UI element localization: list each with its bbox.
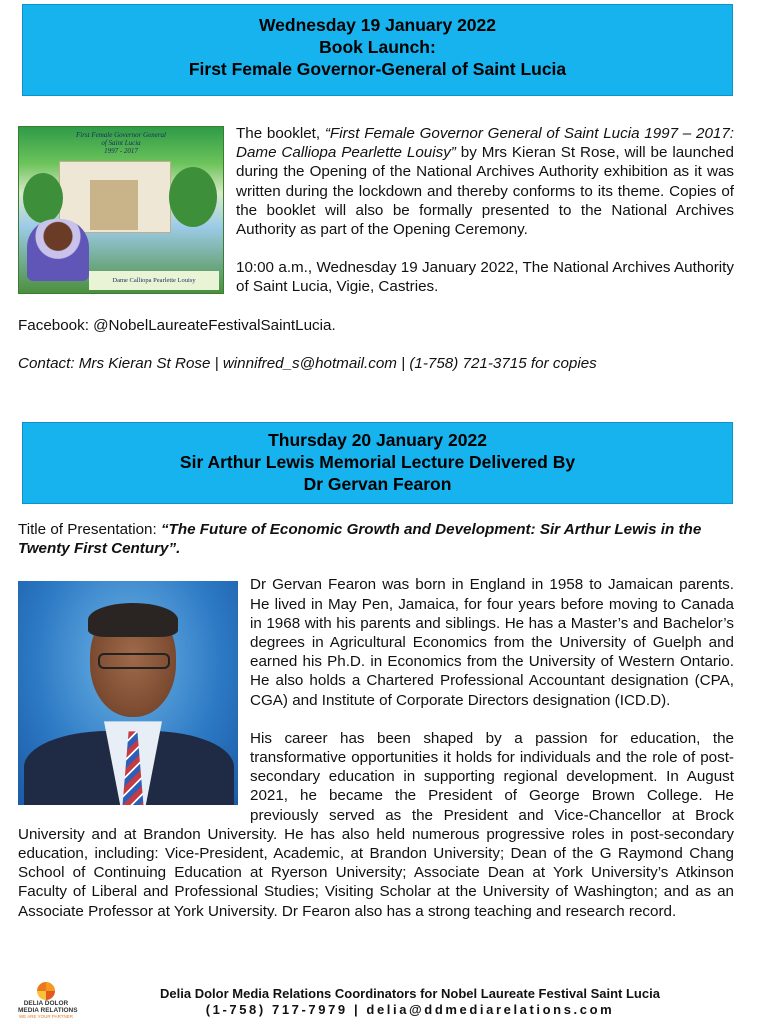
speaker-bio-1: Dr Gervan Fearon was born in England in 1958 to Jamaican parents. He lived in May Pen, Jamaica, for four years before moving to Canada in 1968 with his parents and siblings. He has a Master’s and Bachelor’s degrees in Agricultural Economics from the University of Guelph and earned his Ph.D. in Economics from the University of Western Ontario. He also holds a Chartered Professional Accountant designation (CPA, CGA) and Institute of Corporate Directors designation (ICD.D). — [250, 576, 734, 709]
intro-rest: by Mrs Kieran St Rose, will be launched during the Opening of the National Archives Authority exhibition as it was written during the lockdown and thereby conforms to its theme. Copies of the booklet will also be formally presented to the National Archives Authority as part of the Opening Ceremony. — [236, 144, 735, 239]
portrait-glasses — [98, 653, 170, 669]
footer-contact: (1-758) 717-7979 | delia@ddmediarelations.com — [205, 1002, 615, 1017]
logo-sub: WE ARE YOUR PARTNER — [18, 1014, 73, 1019]
event1-when-where: 10:00 a.m., Wednesday 19 January 2022, The National Archives Authority of Saint Lucia, Vigie, Castries. — [236, 259, 734, 296]
event2-type: Sir Arthur Lewis Memorial Lecture Delivered By — [179, 452, 576, 472]
intro-lead: The booklet, — [236, 125, 325, 142]
logo-line2: MEDIA RELATIONS — [18, 1007, 78, 1014]
speaker-bio-2: His career has been shaped by a passion for education, the transformative opportunities it holds for individuals and the role of post-secondary education in supporting regional development. In August 2021, he became the President of George Brown College. He previously served as the President and Vice-Chancellor at Brock University and at Brandon University. He has also held numerous progressive roles in post-secondary education, including: Vice-President, Academic, at Brandon University; Dean of the G Raymond Chang School of Continuing Education at Ryerson University; Associate Dean at York University’s Atkinson Faculty of Liberal and Professional Studies; Visiting Scholar at the University of Washington; and as an Associate Professor at York University. Dr Fearon also has a strong teaching and research record. — [18, 729, 734, 920]
presentation-title — [18, 520, 734, 558]
footer — [0, 980, 775, 1024]
event1-contact — [18, 354, 734, 373]
event1-facebook: Facebook: @NobelLaureateFestivalSaintLucia. — [18, 316, 336, 334]
booklet-title: “First Female Governor General of Saint Lucia 1997 – 2017: Dame Calliopa Pearlette Louisy” — [236, 125, 734, 162]
event2-section — [18, 520, 734, 921]
footer-organization: Delia Dolor Media Relations Coordinators for Nobel Laureate Festival Saint Lucia — [160, 986, 660, 1001]
cover-title-line3: 1997 - 2017 — [104, 147, 138, 155]
cover-title — [19, 131, 223, 155]
logo-mark-icon — [37, 982, 55, 1000]
cover-title-line1: First Female Governor General — [75, 131, 166, 139]
event2-speaker: Dr Gervan Fearon — [303, 474, 452, 494]
logo-line1: DELIA DOLOR — [23, 1000, 69, 1007]
event2-date: Thursday 20 January 2022 — [268, 430, 487, 450]
cover-building-illustration — [59, 161, 171, 233]
cover-tree-illustration — [169, 167, 217, 227]
event1-section — [18, 124, 734, 373]
contact-text: Contact: Mrs Kieran St Rose | winnifred_s@hotmail.com | (1-758) 721-3715 for copies — [18, 354, 597, 372]
portrait-hair — [88, 603, 178, 637]
speaker-portrait — [18, 581, 238, 805]
booklet-cover-image — [18, 126, 224, 294]
presentation-title-text: “The Future of Economic Growth and Development: Sir Arthur Lewis in the Twenty First Century”. — [18, 521, 702, 558]
event2-banner — [22, 422, 733, 504]
presentation-label: Title of Presentation: — [18, 521, 161, 538]
event1-type: Book Launch: — [319, 37, 436, 57]
cover-portrait-illustration — [27, 219, 89, 281]
delia-dolor-logo — [18, 982, 78, 1022]
cover-tree-illustration — [23, 173, 63, 223]
cover-title-line2: of Saint Lucia — [101, 139, 141, 147]
event1-banner — [22, 4, 733, 96]
event1-date: Wednesday 19 January 2022 — [258, 15, 497, 35]
cover-caption: Dame Calliopa Pearlette Louisy — [89, 271, 219, 290]
event1-title: First Female Governor-General of Saint Lucia — [188, 59, 567, 79]
